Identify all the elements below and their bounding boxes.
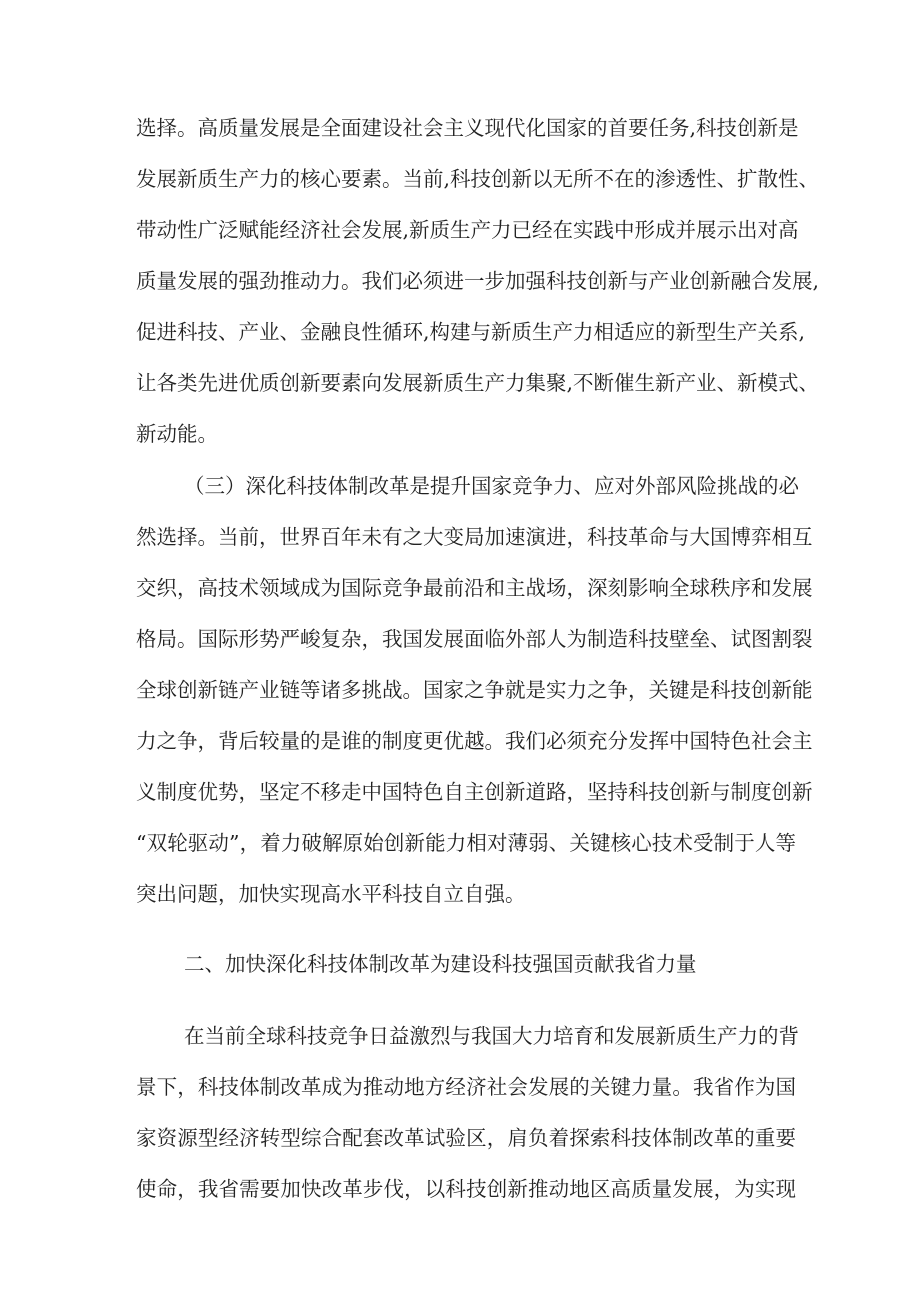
paragraph-line: 质量发展的强劲推动力。我们必须进一步加强科技创新与产业创新融合发展, xyxy=(136,269,820,293)
paragraph-line: 新动能。 xyxy=(136,422,218,446)
paragraph-line: 突出问题，加快实现高水平科技自立自强。 xyxy=(136,882,526,906)
section-heading: 二、加快深化科技体制改革为建设科技强国贡献我省力量 xyxy=(184,952,697,976)
paragraph-line: 力之争，背后较量的是谁的制度更优越。我们必须充分发挥中国特色社会主 xyxy=(136,729,813,753)
paragraph-line: 义制度优势，坚定不移走中国特色自主创新道路，坚持科技创新与制度创新 xyxy=(136,780,813,804)
paragraph-line: 全球创新链产业链等诸多挑战。国家之争就是实力之争，关键是科技创新能 xyxy=(136,678,813,702)
paragraph-line: “双轮驱动”，着力破解原始创新能力相对薄弱、关键核心技术受制于人等 xyxy=(136,831,796,855)
paragraph-line: （三）深化科技体制改革是提升国家竞争力、应对外部风险挑战的必 xyxy=(184,474,799,498)
paragraph-line: 格局。国际形势严峻复杂，我国发展面临外部人为制造科技壁垒、试图割裂 xyxy=(136,627,813,651)
paragraph-line: 选择。高质量发展是全面建设社会主义现代化国家的首要任务,科技创新是 xyxy=(136,116,799,140)
paragraph-line: 带动性广泛赋能经济社会发展,新质生产力已经在实践中形成并展示出对高 xyxy=(136,218,799,242)
paragraph-line: 然选择。当前，世界百年未有之大变局加速演进，科技革命与大国博弈相互 xyxy=(136,525,813,549)
paragraph-line: 交织，高技术领域成为国际竞争最前沿和主战场，深刻影响全球秩序和发展 xyxy=(136,576,813,600)
paragraph-line: 家资源型经济转型综合配套改革试验区，肩负着探索科技体制改革的重要 xyxy=(136,1126,796,1150)
paragraph-line: 景下，科技体制改革成为推动地方经济社会发展的关键力量。我省作为国 xyxy=(136,1075,796,1099)
paragraph-line: 促进科技、产业、金融良性循环,构建与新质生产力相适应的新型生产关系, xyxy=(136,320,806,344)
paragraph-line: 让各类先进优质创新要素向发展新质生产力集聚,不断催生新产业、新模式、 xyxy=(136,371,820,395)
paragraph-line: 发展新质生产力的核心要素。当前,科技创新以无所不在的渗透性、扩散性、 xyxy=(136,167,820,191)
paragraph-line: 在当前全球科技竞争日益激烈与我国大力培育和发展新质生产力的背 xyxy=(184,1024,799,1048)
paragraph-line: 使命，我省需要加快改革步伐，以科技创新推动地区高质量发展，为实现 xyxy=(136,1177,796,1201)
